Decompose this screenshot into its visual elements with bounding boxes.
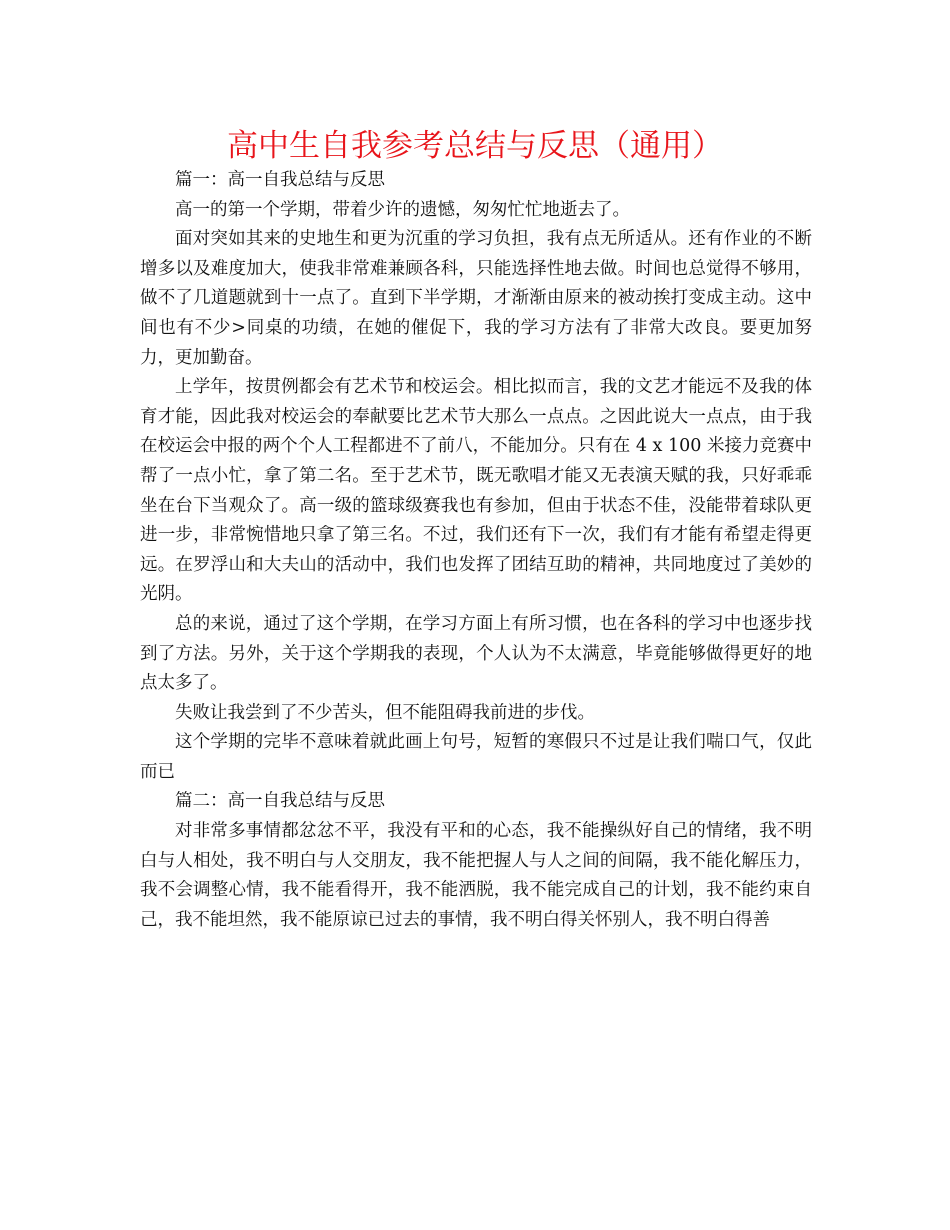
- paragraph: 面对突如其来的史地生和更为沉重的学习负担，我有点无所适从。还有作业的不断增多以及难度加大，使我非常难兼顾各科，只能选择性地去做。时间也总觉得不够用，做不了几道题就到十一点了。直到下半学期，才渐渐由原来的被动挨打变成主动。这中间也有不少>同桌的功绩，在她的催促下，我的学习方法有了非常大改良。要更加努力，更加勤奋。: [140, 229, 812, 368]
- paragraph: 失败让我尝到了不少苦头，但不能阻碍我前进的步伐。: [175, 702, 595, 723]
- paragraph: 对非常多事情都忿忿不平，我没有平和的心态，我不能操纵好自己的情绪，我不明白与人相处，我不明白与人交朋友，我不能把握人与人之间的间隔，我不能化解压力，我不会调整心情，我不能看得开，我不能洒脱，我不能完成自己的计划，我不能约束自己，我不能坦然，我不能原谅已过去的事情，我不明白得关怀别人，我不明白得善: [140, 821, 812, 930]
- paragraph: 这个学期的完毕不意味着就此画上句号，短暂的寒假只不过是让我们喘口气，仅此而已: [140, 732, 812, 782]
- document-body: [140, 166, 812, 935]
- paragraph: 高一的第一个学期，带着少许的遗憾，匆匆忙忙地逝去了。: [175, 199, 630, 220]
- section-heading: 篇二：高一自我总结与反思: [175, 791, 385, 812]
- paragraph: 总的来说，通过了这个学期，在学习方面上有所习惯，也在各科的学习中也逐步找到了方法。另外，关于这个学期我的表现，个人认为不太满意，毕竟能够做得更好的地点太多了。: [140, 613, 812, 694]
- document-title: 高中生自我参考总结与反思（通用）: [227, 128, 723, 164]
- section-heading: 篇一：高一自我总结与反思: [175, 170, 385, 190]
- paragraph: 上学年，按贯例都会有艺术节和校运会。相比拟而言，我的文艺才能远不及我的体育才能，因此我对校运会的奉献要比艺术节大那么一点点。之因此说大一点点，由于我在校运会中报的两个个人工程都进不了前八，不能加分。只有在 4 x 100 米接力竞赛中帮了一点小忙，拿了第二名。至于艺术节，既无歌唱才能又无表演天赋的我，只好乖乖坐在台下当观众了。高一级的篮球级赛我也有参加，但由于状态不佳，没能带着球队更进一步，非常惋惜地只拿了第三名。不过，我们还有下一次，我们有才能有希望走得更远。在罗浮山和大夫山的活动中，我们也发挥了团结互助的精神，共同地度过了美妙的光阴。: [140, 377, 812, 605]
